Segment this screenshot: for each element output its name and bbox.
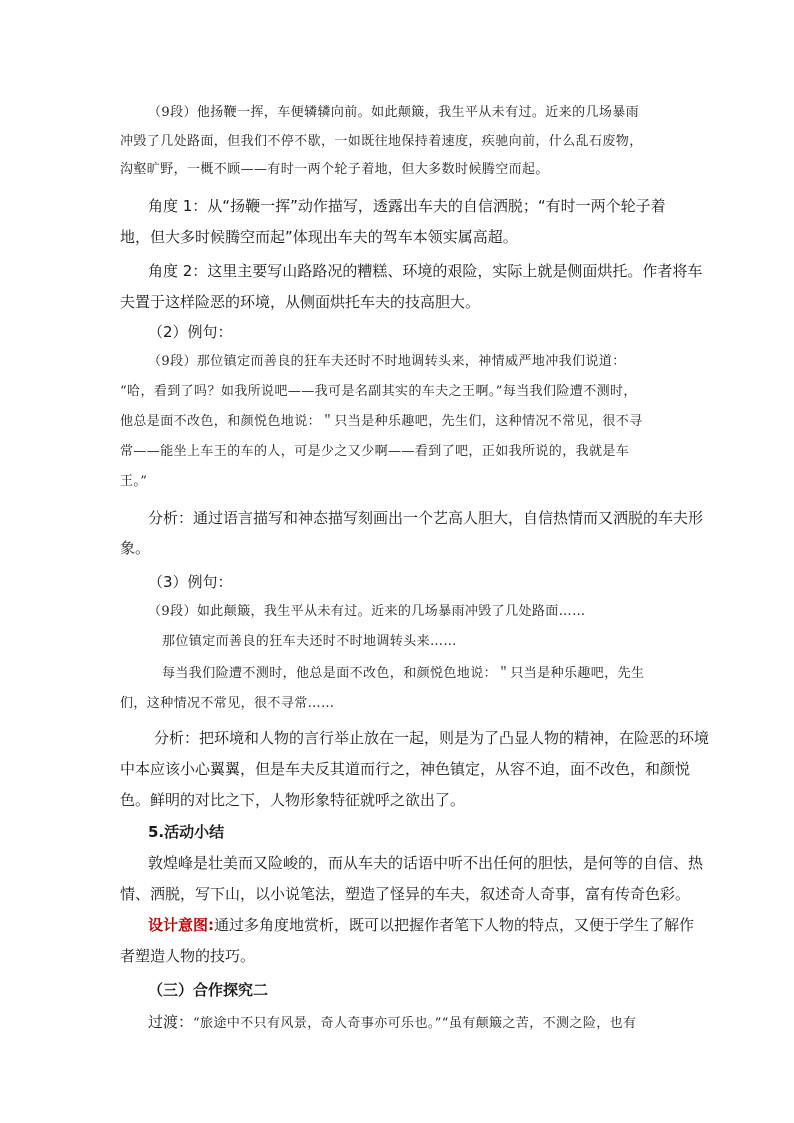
design-intent-line: 者塑造人物的技巧。 [120, 947, 256, 965]
passage-line: （9段）那位镇定而善良的狂车夫还时不时地调转头来，神情威严地冲我们说道： [148, 354, 626, 369]
example-heading: （2）例句： [148, 323, 233, 341]
transition-label: 过渡： [148, 1013, 194, 1031]
analysis-line: 分析：把环境和人物的言行举止放在一起，则是为了凸显人物的精神，在险恶的环境 [154, 729, 710, 747]
section-heading: 5.活动小结 [148, 823, 225, 841]
analysis-line: 地，但大多时候腾空而起”体现出车夫的驾车本领实属高超。 [120, 228, 518, 246]
passage-line: 沟壑旷野，一概不顾——有时一两个轮子着地，但大多数时候腾空而起。 [120, 162, 549, 177]
passage-line: （9段）如此颠簸，我生平从未有过。近来的几场暴雨冲毁了几处路面…… [148, 604, 586, 619]
passage-line: 王。” [120, 474, 148, 489]
passage-line: （9段）他扬鞭一挥，车便辚辚向前。如此颠簸，我生平从未有过。近来的几场暴雨 [148, 105, 640, 120]
analysis-line: 象。 [120, 539, 151, 557]
design-intent-line [148, 915, 694, 935]
analysis-line: 中本应该小心翼翼，但是车夫反其道而行之，神色镇定，从容不迫，面不改色，和颜悦 [120, 760, 691, 778]
passage-line: 冲毁了几处路面，但我们不停不歇，一如既往地保持着速度，疾驰向前，什么乱石废物， [120, 134, 643, 149]
passage-line: 们，这种情况不常见，很不寻常…… [120, 696, 335, 711]
transition-text: “旅途中不只有风景，奇人奇事亦可乐也。”“虽有颠簸之苦，不测之险，也有 [193, 1016, 637, 1031]
analysis-line: 角度 2：这里主要写山路路况的糟糕、环境的艰险，实际上就是侧面烘托。作者将车 [148, 262, 703, 280]
passage-line: 每当我们险遭不测时，他总是面不改色，和颜悦色地说：＂只当是种乐趣吧，先生 [162, 666, 645, 681]
analysis-line: 色。鲜明的对比之下，人物形象特征就呼之欲出了。 [120, 791, 466, 809]
passage-line: 常——能坐上车王的车的人，可是少之又少啊——看到了吧，正如我所说的，我就是车 [120, 444, 630, 459]
passage-line: “哈，看到了吗？如我所说吧——我可是名副其实的车夫之王啊。”每当我们险遭不测时， [120, 384, 637, 399]
analysis-line: 夫置于这样险恶的环境，从侧面烘托车夫的技高胆大。 [120, 293, 481, 311]
passage-line: 他总是面不改色，和颜悦色地说：＂只当是种乐趣吧，先生们，这种情况不常见，很不寻 [120, 414, 643, 429]
summary-line: 情、洒脱，写下山，以小说笔法，塑造了怪异的车夫，叙述奇人奇事，富有传奇色彩。 [120, 885, 691, 903]
analysis-line: 分析：通过语言描写和神态描写刻画出一个艺高人胆大，自信热情而又洒脱的车夫形 [148, 509, 704, 527]
summary-line: 敦煌峰是壮美而又险峻的，而从车夫的话语中听不出任何的胆怯，是何等的自信、热 [148, 854, 704, 872]
design-intent-text: 通过多角度地赏析，既可以把握作者笔下人物的特点，又便于学生了解作 [214, 916, 695, 934]
section-heading: （三）合作探究二 [148, 981, 269, 999]
passage-line: 那位镇定而善良的狂车夫还时不时地调转头来…… [162, 634, 457, 649]
analysis-line: 角度 1：从“扬鞭一挥”动作描写，透露出车夫的自信洒脱；“有时一两个轮子着 [148, 197, 666, 215]
example-heading: （3）例句： [148, 573, 233, 591]
transition-line [148, 1012, 636, 1032]
design-intent-label: 设计意图: [148, 916, 214, 934]
